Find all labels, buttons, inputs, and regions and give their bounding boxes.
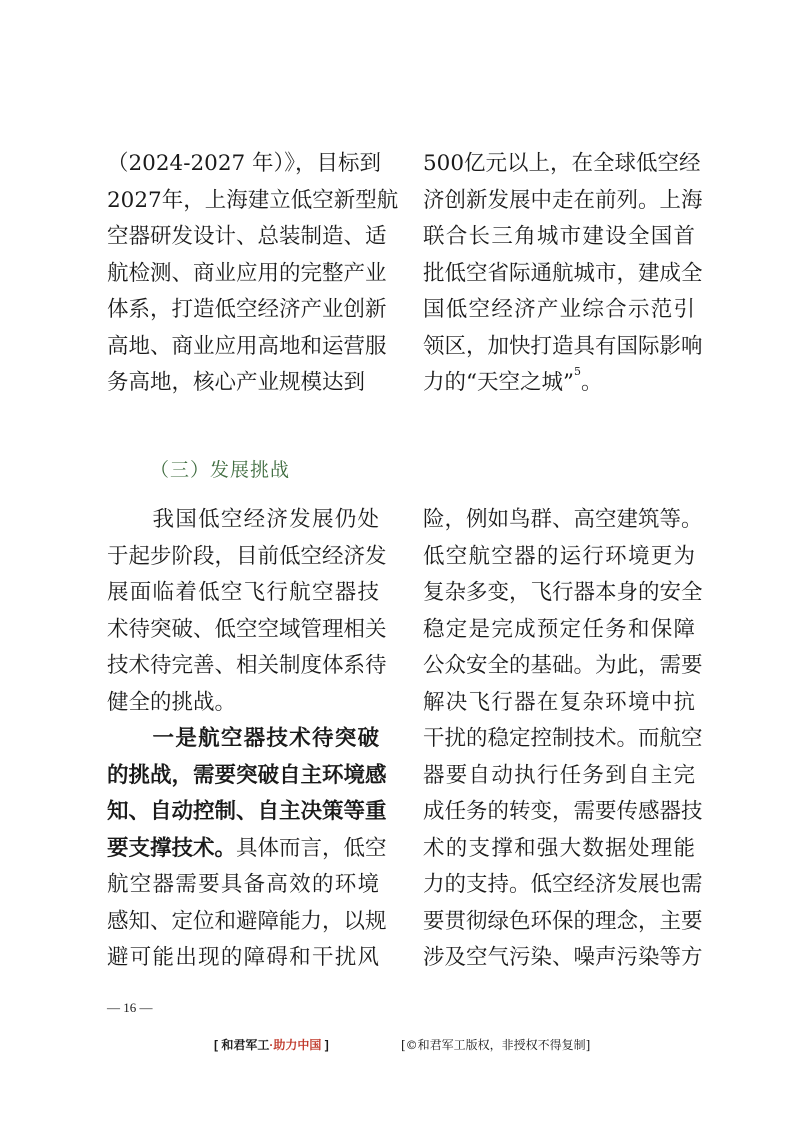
text-fragment: 力的“天空之城”	[423, 370, 574, 395]
text-line: 领区，加快打造具有国际影响	[423, 333, 703, 359]
text-line: 要贯彻绿色环保的理念，主要	[423, 908, 703, 934]
text-line: 感知、定位和避障能力，以规	[107, 908, 387, 934]
text-fragment: 具体而言，低空	[236, 835, 387, 861]
text-line: 航检测、商业应用的完整产业	[107, 260, 387, 286]
text-line: 干扰的稳定控制技术。而航空	[423, 726, 703, 751]
text-line: 力的支持。低空经济发展也需	[423, 872, 703, 897]
text-line: （2024-2027 年）》，目标到	[107, 151, 382, 176]
text-line: 空器研发设计、总装制造、适	[107, 224, 387, 249]
text-fragment: 。	[580, 370, 603, 395]
text-line: 器要自动执行任务到自主完	[423, 762, 695, 788]
footer-brand-close: ]	[321, 1038, 329, 1052]
text-line: 500亿元以上，在全球低空经	[423, 151, 701, 176]
text-line: 成任务的转变，需要传感器技	[423, 799, 703, 824]
text-line: 健全的挑战。	[107, 689, 237, 715]
footer-slogan: 助力中国	[273, 1038, 322, 1052]
text-line: 联合长三角城市建设全国首	[423, 224, 695, 249]
bold-text-line: 的挑战，需要突破自主环境感	[107, 762, 387, 788]
bottom-right-column	[423, 502, 703, 977]
text-line: 我国低空经济发展仍处	[107, 507, 379, 532]
text-line: 解决飞行器在复杂环境中抗	[423, 689, 695, 715]
footer-copyright: [©和君军工版权，非授权不得复制]	[401, 1038, 591, 1052]
text-line: 国低空经济产业综合示范引	[423, 297, 695, 322]
bottom-left-column	[107, 502, 387, 977]
footer-brand	[214, 1036, 329, 1053]
text-line: 高地、商业应用高地和运营服	[107, 333, 387, 359]
text-line: 于起步阶段，目前低空经济发	[107, 543, 387, 569]
footer	[0, 1036, 793, 1056]
top-left-column	[107, 146, 399, 402]
text-line: 低空航空器的运行环境更为	[423, 543, 695, 569]
footer-brand-open: [ 和君军工	[214, 1038, 270, 1052]
text-line	[423, 365, 695, 402]
section-heading: （三）发展挑战	[150, 459, 291, 481]
text-line: 2027年，上海建立低空新型航	[107, 187, 399, 213]
text-line: 术的支撑和强大数据处理能	[423, 835, 695, 861]
page-number: — 16 —	[107, 1000, 153, 1015]
text-line: 济创新发展中走在前列。上海	[423, 187, 703, 213]
text-line: 稳定是完成预定任务和保障	[423, 616, 695, 642]
footnote-ref: 5	[573, 365, 581, 378]
text-line: 务高地，核心产业规模达到	[107, 370, 366, 395]
text-line: 避可能出现的障碍和干扰风	[107, 945, 379, 970]
text-line	[107, 831, 387, 868]
text-line: 技术待完善、相关制度体系待	[107, 653, 387, 678]
top-right-column	[423, 146, 703, 402]
text-line: 航空器需要具备高效的环境	[107, 872, 379, 897]
text-line: 险，例如鸟群、高空建筑等。	[423, 507, 703, 532]
footer-dot: ·	[269, 1038, 274, 1052]
text-line: 术待突破、低空空域管理相关	[107, 616, 387, 642]
text-line: 涉及空气污染、噪声污染等方	[423, 945, 703, 970]
bold-fragment: 要支撑技术。	[107, 835, 237, 861]
text-line: 体系，打造低空经济产业创新	[107, 297, 387, 322]
bold-text-line: 一是航空器技术待突破	[107, 726, 379, 751]
text-line: 批低空省际通航城市，建成全	[423, 260, 703, 286]
text-line: 展面临着低空飞行航空器技	[107, 580, 379, 605]
bold-text-line: 知、自动控制、自主决策等重	[107, 799, 387, 824]
text-line: 公众安全的基础。为此，需要	[423, 653, 703, 678]
text-line: 复杂多变，飞行器本身的安全	[423, 580, 703, 605]
